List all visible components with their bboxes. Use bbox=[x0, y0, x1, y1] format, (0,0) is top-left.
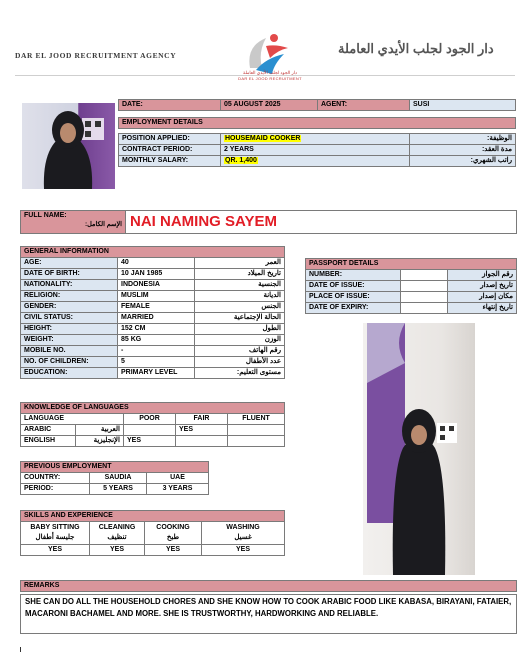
english-poor: YES bbox=[124, 436, 176, 447]
employment-details-title: EMPLOYMENT DETAILS bbox=[119, 118, 516, 129]
passport-details-table bbox=[305, 258, 517, 314]
expiry-date-value bbox=[401, 303, 448, 314]
country-2: UAE bbox=[147, 473, 209, 484]
position-value: HOUSEMAID COOKER bbox=[225, 135, 301, 142]
issue-date-label-ar: تاريخ إصدار bbox=[448, 281, 517, 292]
mobile-value: - bbox=[118, 346, 195, 357]
age-value: 40 bbox=[118, 258, 195, 269]
children-label: NO. OF CHILDREN: bbox=[21, 357, 118, 368]
contract-label: CONTRACT PERIOD: bbox=[119, 145, 221, 156]
poor-header: POOR bbox=[124, 414, 176, 425]
expiry-date-label-ar: تاريخ إنتهاء bbox=[448, 303, 517, 314]
general-information-table bbox=[20, 246, 285, 379]
gender-value: FEMALE bbox=[118, 302, 195, 313]
previous-employment-table bbox=[20, 461, 209, 495]
washing-value: YES bbox=[202, 545, 285, 556]
passport-details-title: PASSPORT DETAILS bbox=[306, 259, 517, 270]
contract-label-ar: مدة العقد: bbox=[410, 145, 516, 156]
issue-place-value bbox=[401, 292, 448, 303]
period-1: 5 YEARS bbox=[90, 484, 147, 495]
baby-sitting-label: BABY SITTING bbox=[30, 524, 80, 531]
age-label-ar: العمر bbox=[195, 258, 285, 269]
cleaning-label: CLEANING bbox=[98, 524, 136, 531]
agent-value: SUSI bbox=[410, 100, 516, 111]
agency-name-ar: دار الجود لجلب الأيدي العاملة bbox=[338, 41, 494, 56]
arabic-poor bbox=[124, 425, 176, 436]
cooking-label-ar: طبخ bbox=[166, 534, 180, 541]
height-label: HEIGHT: bbox=[21, 324, 118, 335]
height-value: 152 CM bbox=[118, 324, 195, 335]
remarks-text: SHE CAN DO ALL THE HOUSEHOLD CHORES AND SHE KNOW HOW TO COOK ARABIC FOOD LIKE KABASA, BIRAYANI, FATAIER, MACARONI BACHAMEL AND MORE. SHE IS TRUSTWORTHY, HARDWORKING AND RELIABLE. bbox=[20, 594, 517, 634]
salary-label: MONTHLY SALARY: bbox=[119, 156, 221, 167]
baby-sitting-value: YES bbox=[21, 545, 90, 556]
period-2: 3 YEARS bbox=[147, 484, 209, 495]
agent-label: AGENT: bbox=[318, 100, 410, 111]
full-name-label-ar: الإسم الكامل: bbox=[84, 221, 122, 228]
logo-caption-en: DAR EL JOOD RECRUITMENT bbox=[238, 76, 302, 81]
fluent-header: FLUENT bbox=[228, 414, 285, 425]
date-label: DATE: bbox=[119, 100, 221, 111]
cleaning-value: YES bbox=[90, 545, 145, 556]
cooking-value: YES bbox=[145, 545, 202, 556]
gender-label: GENDER: bbox=[21, 302, 118, 313]
arabic-fair: YES bbox=[176, 425, 228, 436]
agency-name-en: DAR EL JOOD RECRUITMENT AGENCY bbox=[15, 51, 177, 60]
nationality-value: INDONESIA bbox=[118, 280, 195, 291]
issue-place-label: PLACE OF ISSUE: bbox=[306, 292, 401, 303]
date-value: 05 AUGUST 2025 bbox=[221, 100, 318, 111]
remarks-header-table bbox=[20, 580, 517, 592]
dob-label-ar: تاريخ الميلاد bbox=[195, 269, 285, 280]
country-1: SAUDIA bbox=[90, 473, 147, 484]
civil-status-value: MARRIED bbox=[118, 313, 195, 324]
top-info-table bbox=[118, 99, 516, 167]
weight-value: 85 KG bbox=[118, 335, 195, 346]
baby-sitting-label-ar: جليسة أطفال bbox=[35, 534, 75, 541]
issue-date-value bbox=[401, 281, 448, 292]
english-label-ar: الإنجليزية bbox=[76, 436, 124, 447]
passport-number-label-ar: رقم الجواز bbox=[448, 270, 517, 281]
cooking-label: COOKING bbox=[156, 524, 190, 531]
children-label-ar: عدد الأطفال bbox=[195, 357, 285, 368]
dob-value: 10 JAN 1985 bbox=[118, 269, 195, 280]
passport-number-label: NUMBER: bbox=[306, 270, 401, 281]
arabic-label-ar: العربية bbox=[76, 425, 124, 436]
salary-label-ar: راتب الشهري: bbox=[410, 156, 516, 167]
page-cursor-mark bbox=[20, 647, 21, 652]
religion-label: RELIGION: bbox=[21, 291, 118, 302]
age-label: AGE: bbox=[21, 258, 118, 269]
skills-title: SKILLS AND EXPERIENCE bbox=[21, 511, 285, 522]
arabic-label: ARABIC bbox=[21, 425, 76, 436]
passport-number-value bbox=[401, 270, 448, 281]
issue-place-label-ar: مكان إصدار bbox=[448, 292, 517, 303]
cleaning-label-ar: تنظيف bbox=[107, 534, 127, 541]
logo-caption-ar: دار الجود لجلب الأيدي العاملة bbox=[243, 70, 297, 75]
weight-label: WEIGHT: bbox=[21, 335, 118, 346]
washing-label-ar: غسيل bbox=[234, 534, 252, 541]
nationality-label-ar: الجنسية bbox=[195, 280, 285, 291]
issue-date-label: DATE OF ISSUE: bbox=[306, 281, 401, 292]
languages-table bbox=[20, 402, 285, 447]
position-label-ar: الوظيفة: bbox=[410, 134, 516, 145]
english-fluent bbox=[228, 436, 285, 447]
religion-label-ar: الديانة bbox=[195, 291, 285, 302]
education-label-ar: مستوى التعليم: bbox=[195, 368, 285, 379]
nationality-label: NATIONALITY: bbox=[21, 280, 118, 291]
mobile-label-ar: رقم الهاتف bbox=[195, 346, 285, 357]
candidate-photo-full-body bbox=[363, 323, 475, 575]
fair-header: FAIR bbox=[176, 414, 228, 425]
english-label: ENGLISH bbox=[21, 436, 76, 447]
header-divider bbox=[15, 75, 515, 76]
expiry-date-label: DATE OF EXPIRY: bbox=[306, 303, 401, 314]
salary-value: QR. 1,400 bbox=[225, 157, 257, 164]
general-information-title: GENERAL INFORMATION bbox=[21, 247, 285, 258]
full-name-label: FULL NAME: bbox=[24, 212, 67, 219]
washing-label: WASHING bbox=[226, 524, 260, 531]
country-label: COUNTRY: bbox=[21, 473, 90, 484]
skills-table bbox=[20, 510, 285, 556]
period-label: PERIOD: bbox=[21, 484, 90, 495]
height-label-ar: الطول bbox=[195, 324, 285, 335]
remarks-title: REMARKS bbox=[21, 581, 517, 592]
arabic-fluent bbox=[228, 425, 285, 436]
civil-status-label-ar: الحالة الإجتماعية bbox=[195, 313, 285, 324]
children-value: 5 bbox=[118, 357, 195, 368]
mobile-label: MOBILE NO. bbox=[21, 346, 118, 357]
education-label: EDUCATION: bbox=[21, 368, 118, 379]
dob-label: DATE OF BIRTH: bbox=[21, 269, 118, 280]
education-value: PRIMARY LEVEL bbox=[118, 368, 195, 379]
candidate-full-name: NAI NAMING SAYEM bbox=[130, 213, 277, 230]
contract-value: 2 YEARS bbox=[221, 145, 410, 156]
position-label: POSITION APPLIED: bbox=[119, 134, 221, 145]
gender-label-ar: الجنس bbox=[195, 302, 285, 313]
religion-value: MUSLIM bbox=[118, 291, 195, 302]
candidate-photo-portrait bbox=[22, 103, 115, 189]
language-header: LANGUAGE bbox=[21, 414, 124, 425]
civil-status-label: CIVIL STATUS: bbox=[21, 313, 118, 324]
languages-title: KNOWLEDGE OF LANGUAGES bbox=[21, 403, 285, 414]
previous-employment-title: PREVIOUS EMPLOYMENT bbox=[21, 462, 209, 473]
english-fair bbox=[176, 436, 228, 447]
weight-label-ar: الوزن bbox=[195, 335, 285, 346]
